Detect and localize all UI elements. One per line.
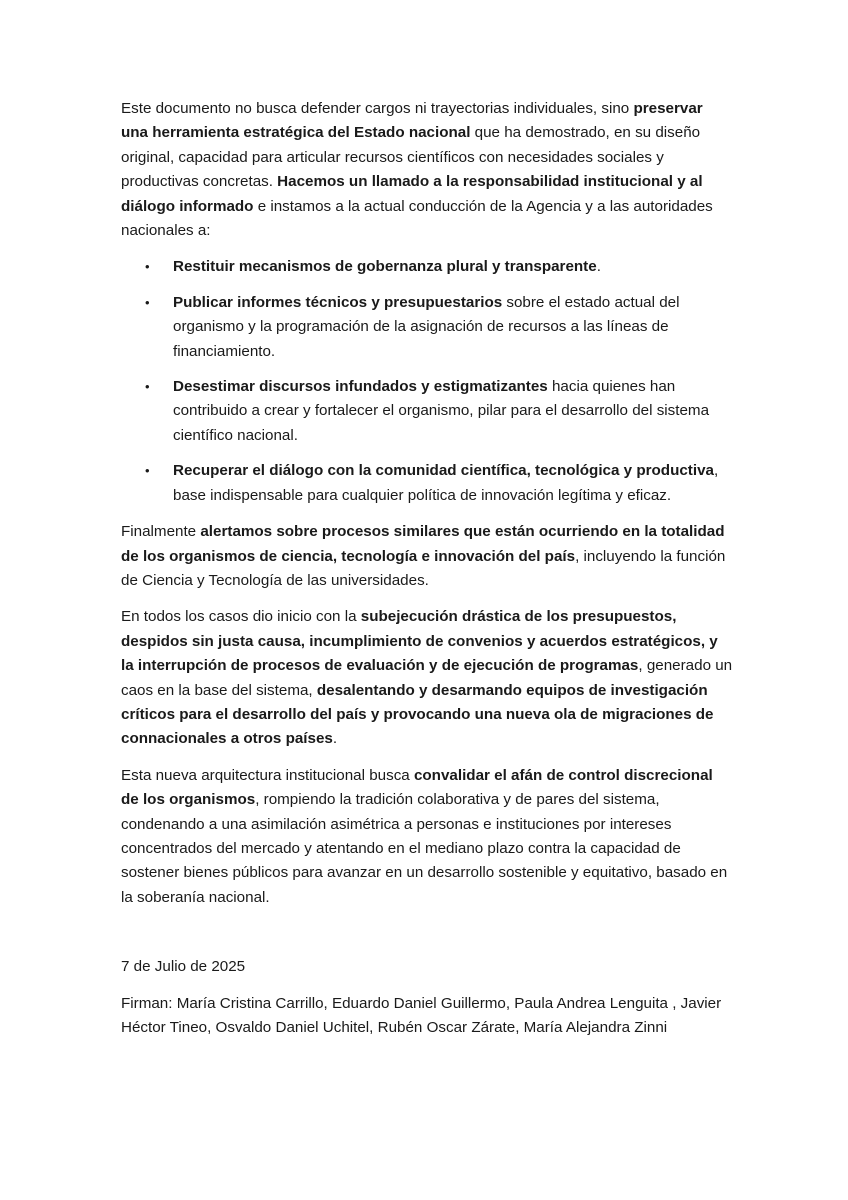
list-item bbox=[121, 291, 733, 364]
architecture-paragraph bbox=[121, 764, 733, 910]
bullet-icon: • bbox=[145, 259, 150, 275]
text-run: Esta nueva arquitectura institucional busca bbox=[121, 766, 414, 784]
bold-text-run: Publicar informes técnicos y presupuestarios bbox=[173, 293, 503, 311]
text-run: . bbox=[332, 730, 338, 748]
text-run: Este documento no busca defender cargos ni trayectorias individuales, sino bbox=[121, 100, 634, 117]
text-run: Finalmente bbox=[121, 523, 201, 541]
demands-list bbox=[121, 255, 733, 508]
text-run: e instamos a la actual conducción de la Agencia y a las autoridades nacionales a: bbox=[121, 197, 713, 240]
bold-text-run: Restituir mecanismos de gobernanza plural y transparente bbox=[173, 258, 597, 276]
bullet-icon: • bbox=[145, 294, 150, 310]
list-item bbox=[121, 255, 733, 279]
text-run: , rompiendo la tradición colaborativa y de pares del sistema, condenando a una asimilación asimétrica a personas e instituciones por intereses concentrados del mercado y atentando en el mediano plazo contra la capacidad de sostener bienes públicos para avanzar en un desarrollo sostenible y equitativo, basado en la soberanía nacional. bbox=[121, 791, 728, 906]
bold-text-run: Recuperar el diálogo con la comunidad científica, tecnológica y productiva bbox=[173, 462, 714, 480]
spacer bbox=[121, 922, 733, 955]
bold-text-run: alertamos sobre procesos similares que están ocurriendo en la totalidad de los organismos de ciencia, tecnología e innovación del país bbox=[121, 523, 725, 565]
bold-text-run: preservar una herramienta estratégica del Estado nacional bbox=[121, 100, 703, 142]
bold-text-run: desalentando y desarmando equipos de investigación críticos para el desarrollo del país y provocando una nueva ola de migraciones de connacionales a otros países bbox=[121, 681, 714, 748]
text-run: En todos los casos dio inicio con la bbox=[121, 608, 361, 626]
text-run: , base indispensable para cualquier política de innovación legítima y eficaz. bbox=[173, 462, 719, 504]
list-item-text bbox=[173, 294, 679, 360]
text-run: hacia quienes han contribuido a crear y fortalecer el organismo, pilar para el desarrollo del sistema científico nacional. bbox=[173, 378, 710, 444]
bold-text-run: Hacemos un llamado a la responsabilidad institucional y al diálogo informado bbox=[121, 173, 703, 215]
document-date: 7 de Julio de 2025 bbox=[121, 958, 246, 976]
text-run: que ha demostrado, en su diseño original, capacidad para articular recursos científicos con necesidades sociales y productivas concretas. bbox=[121, 124, 701, 191]
list-item-text bbox=[173, 462, 718, 503]
list-item bbox=[121, 459, 733, 508]
text-run: , generado un caos en la base del sistema, bbox=[121, 657, 733, 699]
text-run: . bbox=[596, 258, 601, 276]
text-run: , incluyendo la función de Ciencia y Tecnología de las universidades. bbox=[121, 547, 726, 589]
list-item bbox=[121, 375, 733, 448]
bold-text-run: subejecución drástica de los presupuestos, despidos sin justa causa, incumplimiento de convenios y acuerdos estratégicos, y la interrupción de procesos de evaluación y de ejecución de programas bbox=[121, 608, 718, 675]
document-page bbox=[121, 97, 733, 1052]
bold-text-run: convalidar el afán de control discrecional de los organismos bbox=[121, 766, 713, 809]
bullet-icon: • bbox=[145, 463, 150, 479]
list-item-text bbox=[173, 378, 709, 444]
text-run: sobre el estado actual del organismo y la programación de la asignación de recursos a las líneas de financiamiento. bbox=[173, 293, 680, 360]
signatures: Firman: María Cristina Carrillo, Eduardo Daniel Guillermo, Paula Andrea Lenguita , Javier Héctor Tineo, Osvaldo Daniel Uchitel, Rubén Oscar Zárate, María Alejandra Zinni bbox=[121, 994, 722, 1036]
intro-paragraph bbox=[121, 97, 733, 243]
bold-text-run: Desestimar discursos infundados y estigmatizantes bbox=[173, 378, 548, 396]
bullet-icon: • bbox=[145, 379, 150, 395]
cases-paragraph bbox=[121, 605, 733, 751]
alert-paragraph bbox=[121, 520, 733, 593]
list-item-text bbox=[173, 258, 601, 275]
